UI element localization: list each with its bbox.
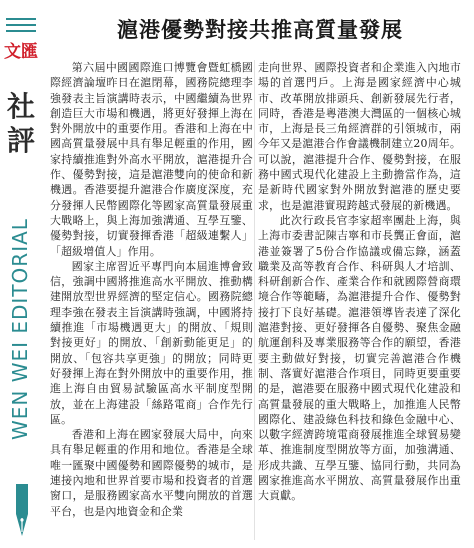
paragraph: 第六屆中國國際進口博覽會暨虹橋國際經濟論壇昨日在滬閉幕，國務院總理李強發表主旨演講時表示，中國繼續為世界創造巨大市場和機遇，將更好發揮上海在對外開放中的重要作用。香港和上海在中國高質量發展中具有舉足輕重的作用，國家持續推進對外高水平開放，滬港提升合作、優勢對接，這是滬港雙向的使命和新機遇。香港要提升滬港合作廣度深度，充分發揮人民幣國際化等國家高質量發展重大戰略上，與上海加強溝通、互學互鑒、優勢對接，切實發揮香港「超級連繫人」「超級增值人」作用。 <box>50 61 253 258</box>
masthead-brand: 文匯 <box>4 42 38 62</box>
masthead-rule <box>6 24 36 26</box>
column-divider <box>254 60 255 540</box>
paragraph: 此次行政長官李家超率團赴上海，與上海市委書記陳吉寧和市長龔正會面，滬港並簽署了5份合作協議或備忘錄，涵蓋職業及高等教育合作、科研與人才培訓、科研創新合作、產業合作和就國際營商環境合作等範疇，為滬港提升合作、優勢對接打下良好基礎。滬港領導皆表達了深化滬港對接、更好發揮各自優勢、聚焦金融航運創科及專業服務等合作的願望，香港要主動做好對接，切實完善滬港合作機制、落實好滬港合作項目，同時更要重要的是，滬港要在服務中國式現代化建設和高質量發展的重大戰略上，加推進人民幣國際化、建設綠色科技和綠色金融中心、以數字經濟跨境電商發展推進全球貿易變革、推進制度型開放等方面，加強溝通、形成共識、互學互鑒、協同行動，共同為國家推進高水平開放、高質量發展作出重大貢獻。 <box>258 213 461 503</box>
paragraph: 走向世界、國際投資者和企業進入內地市場的首選門戶。上海是國家經濟中心城市、改革開放排頭兵、創新發展先行者，同時，香港是粵港澳大灣區的一個核心城市，上海是長三角經濟群的引領城市，兩今年又是滬港合作會議機制建立20周年。可以說，滬港提升合作、優勢對接，在服務中國式現代化建設上主動擔當作為，這是新時代國家對外開放對滬港的歷史要求，也是滬港實現跨越式發展的新機遇。 <box>258 61 461 212</box>
masthead-rule <box>6 18 36 20</box>
paragraph: 國家主席習近平專門向本屆進博會致信，強調中國將推進高水平開放、推動構建開放型世界經濟的堅定信心。國務院總理李強在發表主旨演講時強調，中國將持續推進「市場機遇更大」的開放、「規則對接更好」的開放、「創新動能更足」的開放、「包容共享更強」的開放；同時更好發揮上海在對外開放中的重要作用，推進上海自由貿易試驗區高水平制度型開放，並在上海建設「絲路電商」合作先行區。 <box>50 259 253 426</box>
masthead-rule <box>6 30 36 32</box>
paragraph: 香港和上海在國家發展大局中，向來具有舉足輕重的作用和地位。香港是全球唯一匯聚中國優勢和國際優勢的城市，是連接內地和世界首要市場和投資者的首選窗口，是服務國家高水平雙向開放的首選平台，也是內地資金和企業 <box>50 428 253 518</box>
editorial-headline: 滬港優勢對接共推高質量發展 <box>117 18 403 42</box>
right-column <box>258 60 461 504</box>
masthead-section-title: 社評 <box>6 90 35 157</box>
masthead-english-label: WEN WEI EDITORIAL <box>8 218 32 440</box>
left-column <box>50 60 253 519</box>
masthead <box>0 0 40 548</box>
fountain-pen-icon <box>10 482 34 538</box>
